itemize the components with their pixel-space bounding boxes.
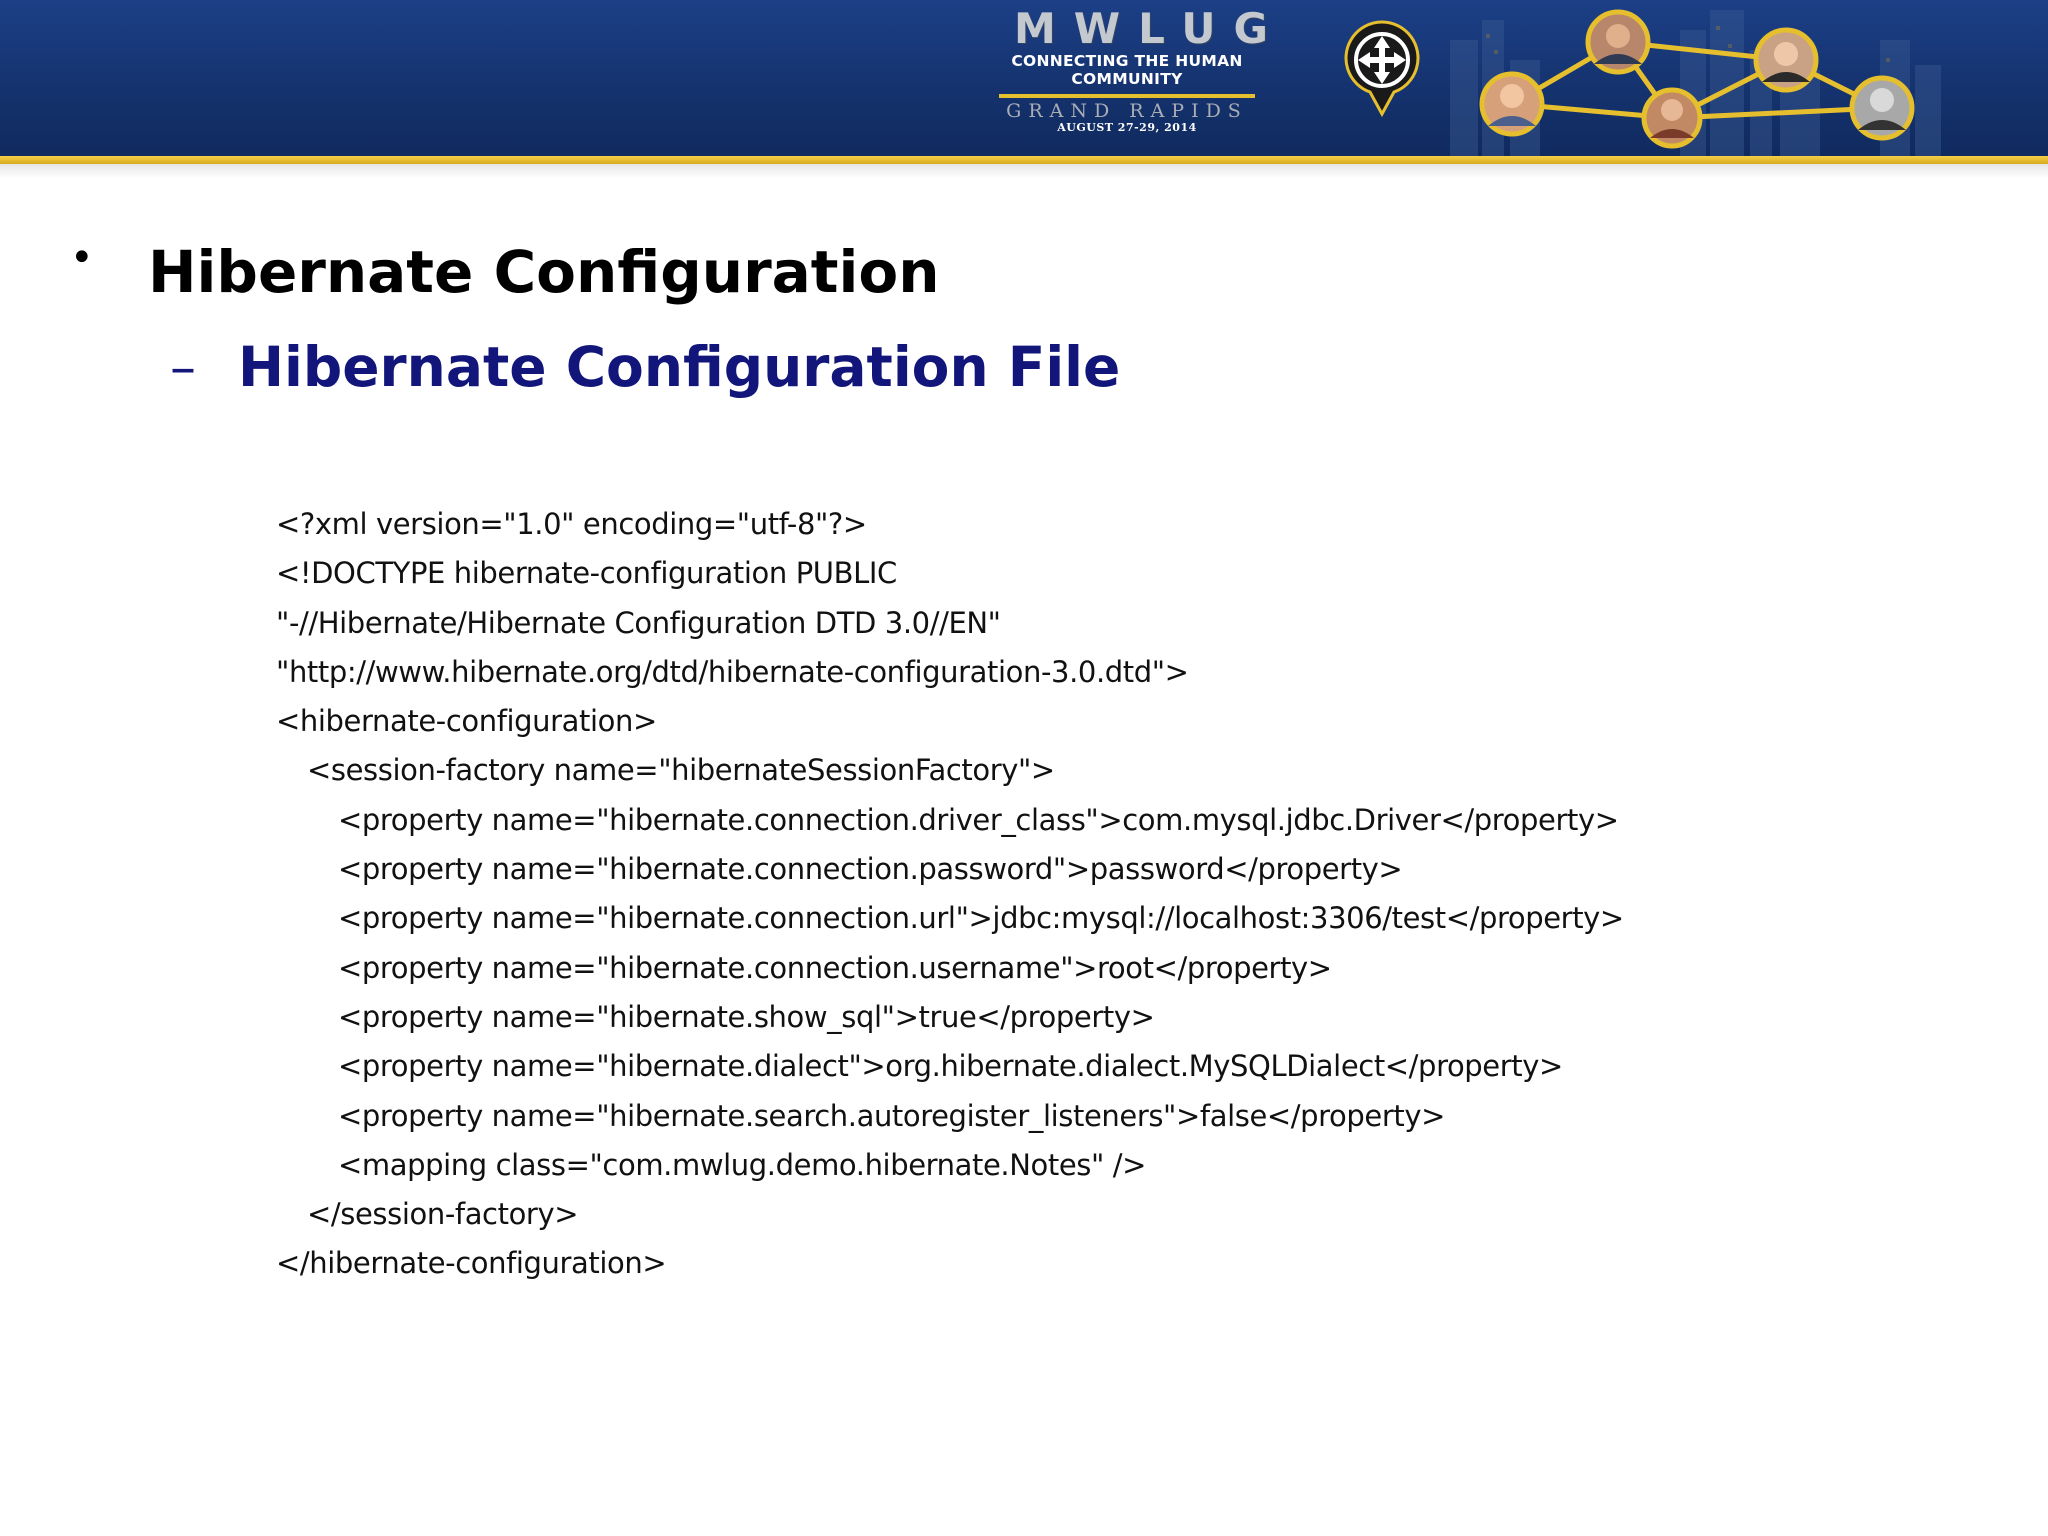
compass-icon bbox=[1340, 18, 1424, 118]
banner-gold-stripe bbox=[0, 156, 2048, 164]
people-network-graphic bbox=[1460, 0, 1920, 156]
code-line: <property name="hibernate.search.autoregister_listeners">false</property> bbox=[338, 1098, 1445, 1133]
code-listing bbox=[276, 500, 1624, 1289]
code-line: <property name="hibernate.connection.password">password</property> bbox=[338, 852, 1403, 887]
code-line: <property name="hibernate.connection.driver_class">com.mysql.jdbc.Driver</property> bbox=[338, 802, 1619, 837]
header-banner bbox=[0, 0, 2048, 156]
avatar bbox=[1644, 90, 1700, 146]
avatar bbox=[1588, 12, 1648, 72]
code-line: <property name="hibernate.connection.url">jdbc:mysql://localhost:3306/test</property> bbox=[338, 901, 1624, 936]
code-line: <mapping class="com.mwlug.demo.hibernate.Notes" /> bbox=[338, 1147, 1147, 1182]
code-line: <?xml version="1.0" encoding="utf-8"?> bbox=[276, 507, 867, 541]
avatar bbox=[1852, 78, 1912, 138]
logo-title: MWLUG bbox=[1014, 4, 1286, 53]
sub-bullet-marker: – bbox=[170, 338, 196, 398]
logo-city: GRAND RAPIDS bbox=[1006, 100, 1248, 122]
logo-tagline-line1: CONNECTING THE HUMAN bbox=[1011, 52, 1243, 70]
code-line: "http://www.hibernate.org/dtd/hibernate-configuration-3.0.dtd"> bbox=[276, 654, 1189, 689]
code-line: <property name="hibernate.dialect">org.hibernate.dialect.MySQLDialect</property> bbox=[338, 1049, 1563, 1084]
code-line: </session-factory> bbox=[307, 1197, 579, 1232]
code-line: <property name="hibernate.show_sql">true</property> bbox=[338, 999, 1155, 1034]
logo-tagline-line2: COMMUNITY bbox=[1071, 70, 1183, 88]
code-line: "-//Hibernate/Hibernate Configuration DTD 3.0//EN" bbox=[276, 605, 1001, 640]
code-line: <hibernate-configuration> bbox=[276, 704, 657, 739]
bullet-marker: • bbox=[70, 235, 94, 281]
code-line: </hibernate-configuration> bbox=[276, 1246, 667, 1281]
avatar bbox=[1756, 30, 1816, 90]
slide-heading: Hibernate Configuration bbox=[148, 238, 940, 306]
code-line: <!DOCTYPE hibernate-configuration PUBLIC bbox=[276, 556, 897, 591]
code-line: <property name="hibernate.connection.username">root</property> bbox=[338, 950, 1332, 985]
logo-dates: AUGUST 27-29, 2014 bbox=[1057, 121, 1197, 134]
slide-subheading: Hibernate Configuration File bbox=[238, 335, 1121, 399]
avatar bbox=[1482, 74, 1542, 134]
mwlug-logo bbox=[996, 4, 1286, 134]
logo-divider bbox=[999, 94, 1255, 98]
code-line: <session-factory name="hibernateSessionFactory"> bbox=[307, 753, 1055, 788]
banner-shadow bbox=[0, 164, 2048, 178]
